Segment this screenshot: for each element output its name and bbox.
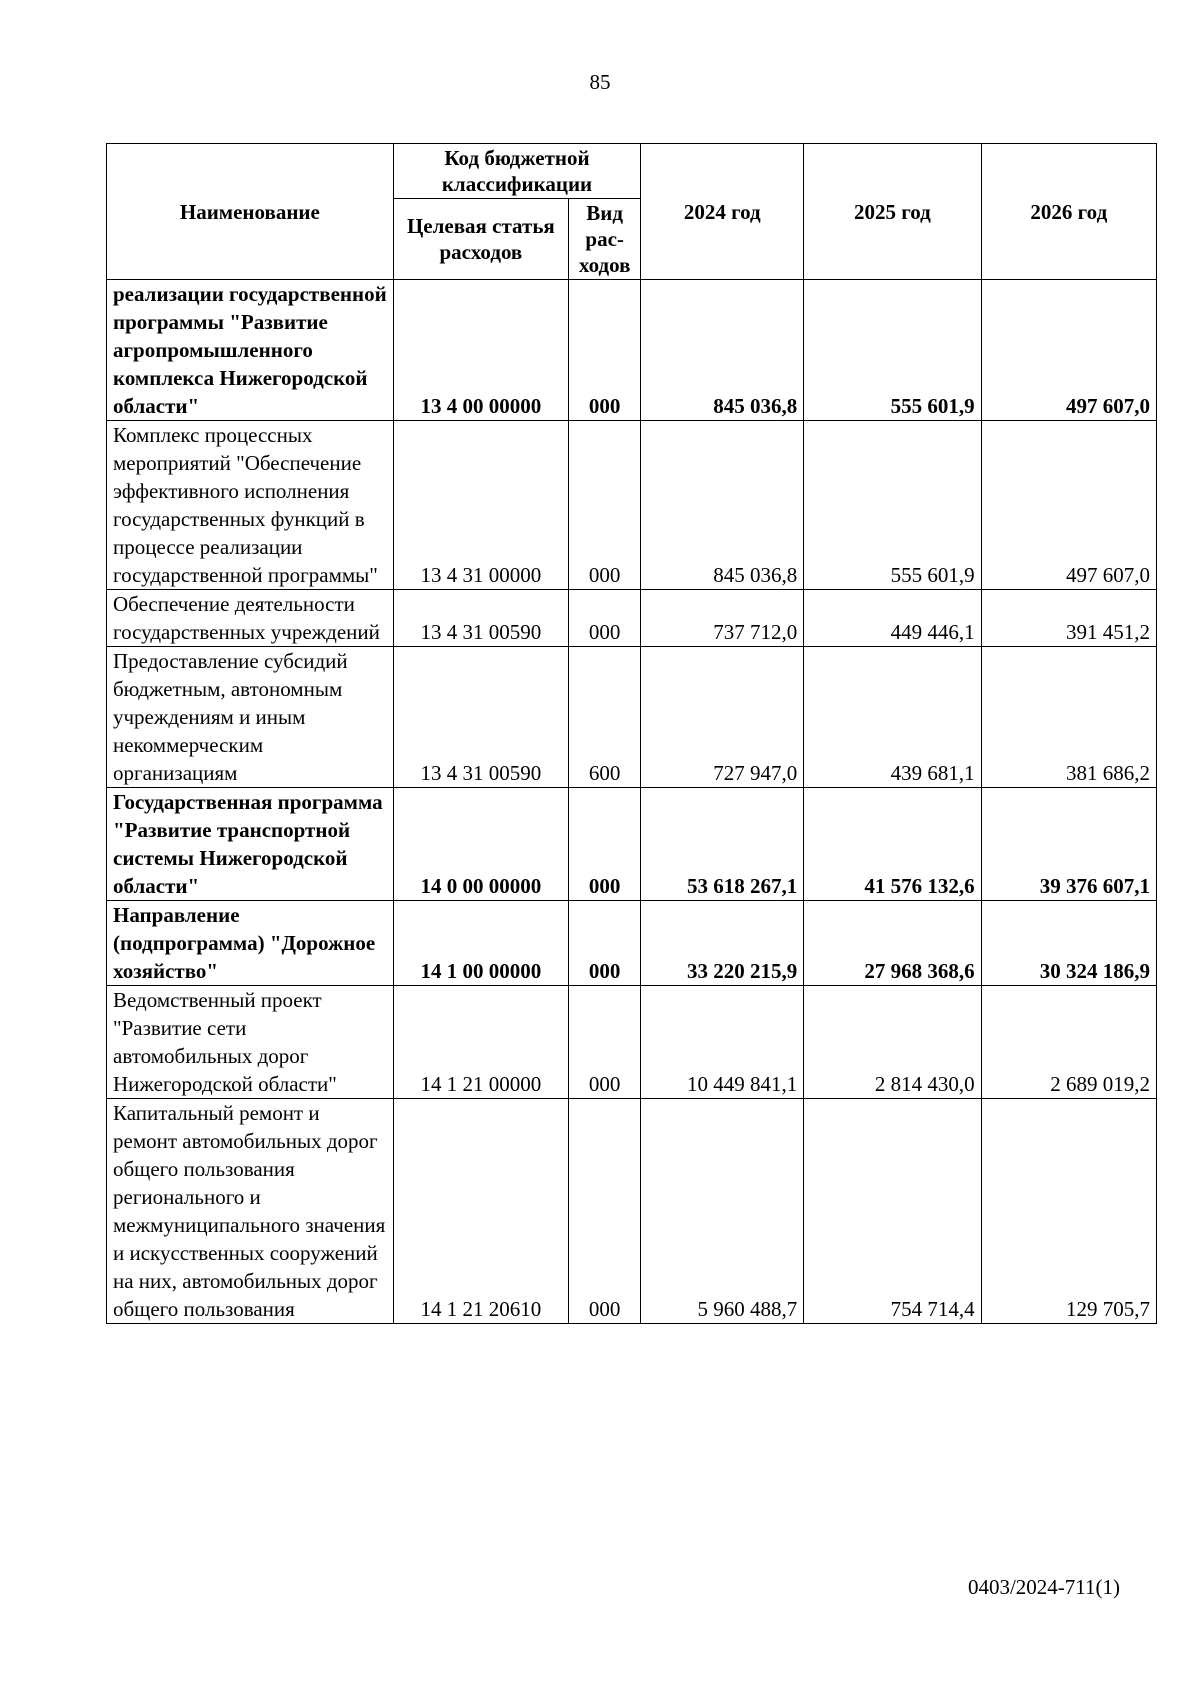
table-row bbox=[107, 590, 1157, 647]
row-type-cell: 000 bbox=[569, 986, 641, 1099]
row-name-cell: Предоставление субсидий бюджетным, автономным учреждениям и иным некоммерческим организациям bbox=[107, 647, 394, 788]
header-2024: 2024 год bbox=[641, 144, 804, 280]
row-name-cell: реализации государственной программы "Развитие агропромышленного комплекса Нижегородской области" bbox=[107, 280, 394, 421]
row-2024-cell: 845 036,8 bbox=[641, 280, 804, 421]
document-code: 0403/2024-711(1) bbox=[967, 1575, 1120, 1599]
row-type-cell: 600 bbox=[569, 647, 641, 788]
row-2024-cell: 5 960 488,7 bbox=[641, 1099, 804, 1324]
row-2024-cell: 53 618 267,1 bbox=[641, 788, 804, 901]
row-2025-cell: 27 968 368,6 bbox=[804, 901, 981, 986]
budget-table bbox=[106, 143, 1157, 1324]
row-type-cell: 000 bbox=[569, 280, 641, 421]
row-2026-cell: 2 689 019,2 bbox=[981, 986, 1156, 1099]
header-target-article: Целевая статья расходов bbox=[393, 199, 568, 280]
header-2026: 2026 год bbox=[981, 144, 1156, 280]
row-2024-cell: 845 036,8 bbox=[641, 421, 804, 590]
row-code-cell: 14 1 00 00000 bbox=[393, 901, 568, 986]
row-2025-cell: 439 681,1 bbox=[804, 647, 981, 788]
header-2025: 2025 год bbox=[804, 144, 981, 280]
row-2026-cell: 381 686,2 bbox=[981, 647, 1156, 788]
row-2025-cell: 449 446,1 bbox=[804, 590, 981, 647]
row-name-cell: Комплекс процессных мероприятий "Обеспечение эффективного исполнения государственных функций в процессе реализации государственной программы" bbox=[107, 421, 394, 590]
row-2026-cell: 30 324 186,9 bbox=[981, 901, 1156, 986]
row-name-cell: Капитальный ремонт и ремонт автомобильных дорог общего пользования регионального и межмуниципального значения и искусственных сооружений на них, автомобильных дорог общего пользования bbox=[107, 1099, 394, 1324]
row-code-cell: 13 4 31 00590 bbox=[393, 590, 568, 647]
table-row bbox=[107, 901, 1157, 986]
row-type-cell: 000 bbox=[569, 1099, 641, 1324]
row-2025-cell: 2 814 430,0 bbox=[804, 986, 981, 1099]
row-2024-cell: 10 449 841,1 bbox=[641, 986, 804, 1099]
table-row bbox=[107, 647, 1157, 788]
row-name-cell: Направление (подпрограмма) "Дорожное хозяйство" bbox=[107, 901, 394, 986]
table-row bbox=[107, 986, 1157, 1099]
row-2024-cell: 737 712,0 bbox=[641, 590, 804, 647]
row-name-cell: Государственная программа "Развитие транспортной системы Нижегородской области" bbox=[107, 788, 394, 901]
row-code-cell: 14 1 21 20610 bbox=[393, 1099, 568, 1324]
row-2025-cell: 754 714,4 bbox=[804, 1099, 981, 1324]
row-code-cell: 13 4 31 00000 bbox=[393, 421, 568, 590]
row-2026-cell: 497 607,0 bbox=[981, 280, 1156, 421]
table-row bbox=[107, 1099, 1157, 1324]
row-2026-cell: 39 376 607,1 bbox=[981, 788, 1156, 901]
row-code-cell: 14 1 21 00000 bbox=[393, 986, 568, 1099]
row-2026-cell: 391 451,2 bbox=[981, 590, 1156, 647]
row-type-cell: 000 bbox=[569, 788, 641, 901]
table-row bbox=[107, 280, 1157, 421]
row-2024-cell: 727 947,0 bbox=[641, 647, 804, 788]
row-code-cell: 14 0 00 00000 bbox=[393, 788, 568, 901]
row-type-cell: 000 bbox=[569, 590, 641, 647]
row-type-cell: 000 bbox=[569, 421, 641, 590]
header-budget-code: Код бюджетной классификации bbox=[393, 144, 641, 199]
table-row bbox=[107, 788, 1157, 901]
row-2026-cell: 129 705,7 bbox=[981, 1099, 1156, 1324]
header-expense-type: Вид рас-ходов bbox=[569, 199, 641, 280]
page-number: 85 bbox=[589, 70, 611, 94]
row-name-cell: Обеспечение деятельности государственных учреждений bbox=[107, 590, 394, 647]
row-name-cell: Ведомственный проект "Развитие сети автомобильных дорог Нижегородской области" bbox=[107, 986, 394, 1099]
row-2025-cell: 41 576 132,6 bbox=[804, 788, 981, 901]
row-2025-cell: 555 601,9 bbox=[804, 421, 981, 590]
table-row bbox=[107, 421, 1157, 590]
header-name: Наименование bbox=[107, 144, 394, 280]
row-type-cell: 000 bbox=[569, 901, 641, 986]
row-code-cell: 13 4 31 00590 bbox=[393, 647, 568, 788]
row-code-cell: 13 4 00 00000 bbox=[393, 280, 568, 421]
row-2024-cell: 33 220 215,9 bbox=[641, 901, 804, 986]
row-2025-cell: 555 601,9 bbox=[804, 280, 981, 421]
row-2026-cell: 497 607,0 bbox=[981, 421, 1156, 590]
